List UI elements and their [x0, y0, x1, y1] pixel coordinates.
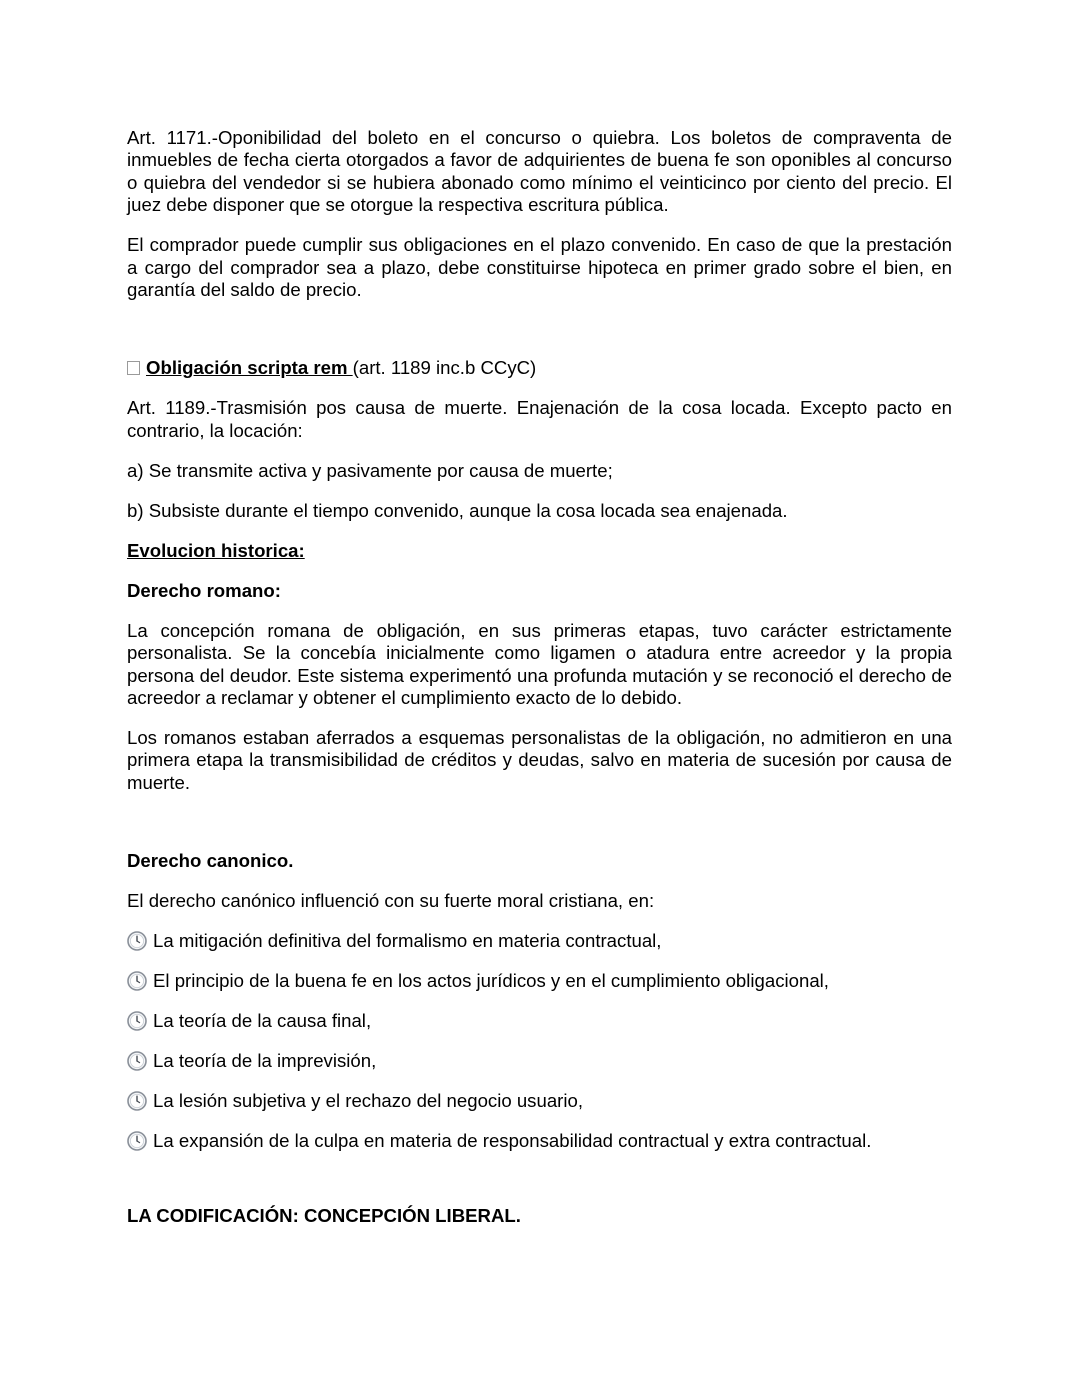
obligacion-reference: (art. 1189 inc.b CCyC): [352, 357, 537, 379]
evolucion-heading: Evolucion historica:: [127, 539, 305, 561]
list-item-text: La teoría de la imprevisión,: [153, 1050, 377, 1072]
list-item-text: El principio de la buena fe en los actos jurídicos y en el cumplimiento obligacional,: [153, 970, 829, 992]
list-item-text: La mitigación definitiva del formalismo en materia contractual,: [153, 930, 662, 952]
canonico-list-item: [127, 1050, 952, 1072]
list-item-text: La expansión de la culpa en materia de responsabilidad contractual y extra contractual.: [153, 1130, 872, 1152]
canonico-list-item: [127, 1010, 952, 1032]
art-1171-paragraph: Art. 1171.-Oponibilidad del boleto en el concurso o quiebra. Los boletos de compraventa de inmuebles de fecha cierta otorgados a favor de adquirientes de buena fe son oponibles al concurso o quiebra del vendedor si se hubiera abonado como mínimo el veinticinco por ciento del precio. El juez debe disponer que se otorgue la respectiva escritura pública.: [127, 127, 952, 216]
comprador-paragraph: El comprador puede cumplir sus obligaciones en el plazo convenido. En caso de que la prestación a cargo del comprador sea a plazo, debe constituirse hipoteca en primer grado sobre el bien, en garantía del saldo de precio.: [127, 234, 952, 301]
clock-icon: [127, 1011, 147, 1031]
canonico-list-item: [127, 1130, 952, 1152]
document-page: [127, 127, 952, 1245]
codificacion-heading: LA CODIFICACIÓN: CONCEPCIÓN LIBERAL.: [127, 1204, 521, 1226]
obligacion-heading: Obligación scripta rem: [146, 357, 353, 379]
obligacion-heading-line: [127, 357, 952, 379]
canonico-list-item: [127, 970, 952, 992]
canonico-intro: El derecho canónico influenció con su fuerte moral cristiana, en:: [127, 890, 655, 912]
clock-icon: [127, 1131, 147, 1151]
romano-paragraph-1: La concepción romana de obligación, en sus primeras etapas, tuvo carácter estrictamente personalista. Se la concebía inicialmente como ligamen o atadura entre acreedor y la propia persona del deudor. Este sistema experimentó una profunda mutación y se reconoció el derecho de acreedor a reclamar y obtener el cumplimiento exacto de lo debido.: [127, 619, 952, 709]
item-a: a) Se transmite activa y pasivamente por causa de muerte;: [127, 459, 613, 481]
derecho-romano-heading: Derecho romano:: [127, 579, 281, 601]
art-1189-paragraph: Art. 1189.-Trasmisión pos causa de muerte. Enajenación de la cosa locada. Excepto pacto en contrario, la locación:: [127, 397, 952, 441]
list-item-text: La lesión subjetiva y el rechazo del negocio usuario,: [153, 1090, 583, 1112]
list-item-text: La teoría de la causa final,: [153, 1010, 372, 1032]
clock-icon: [127, 1091, 147, 1111]
canonico-list: [127, 930, 952, 1152]
derecho-canonico-heading: Derecho canonico.: [127, 850, 294, 872]
canonico-list-item: [127, 1090, 952, 1112]
clock-icon: [127, 971, 147, 991]
item-b: b) Subsiste durante el tiempo convenido, aunque la cosa locada sea enajenada.: [127, 499, 788, 521]
checkbox-icon: [127, 361, 140, 375]
romano-paragraph-2: Los romanos estaban aferrados a esquemas personalistas de la obligación, no admitieron en una primera etapa la transmisibilidad de créditos y deudas, salvo en materia de sucesión por causa de muerte.: [127, 727, 952, 793]
clock-icon: [127, 1051, 147, 1071]
clock-icon: [127, 931, 147, 951]
canonico-list-item: [127, 930, 952, 952]
